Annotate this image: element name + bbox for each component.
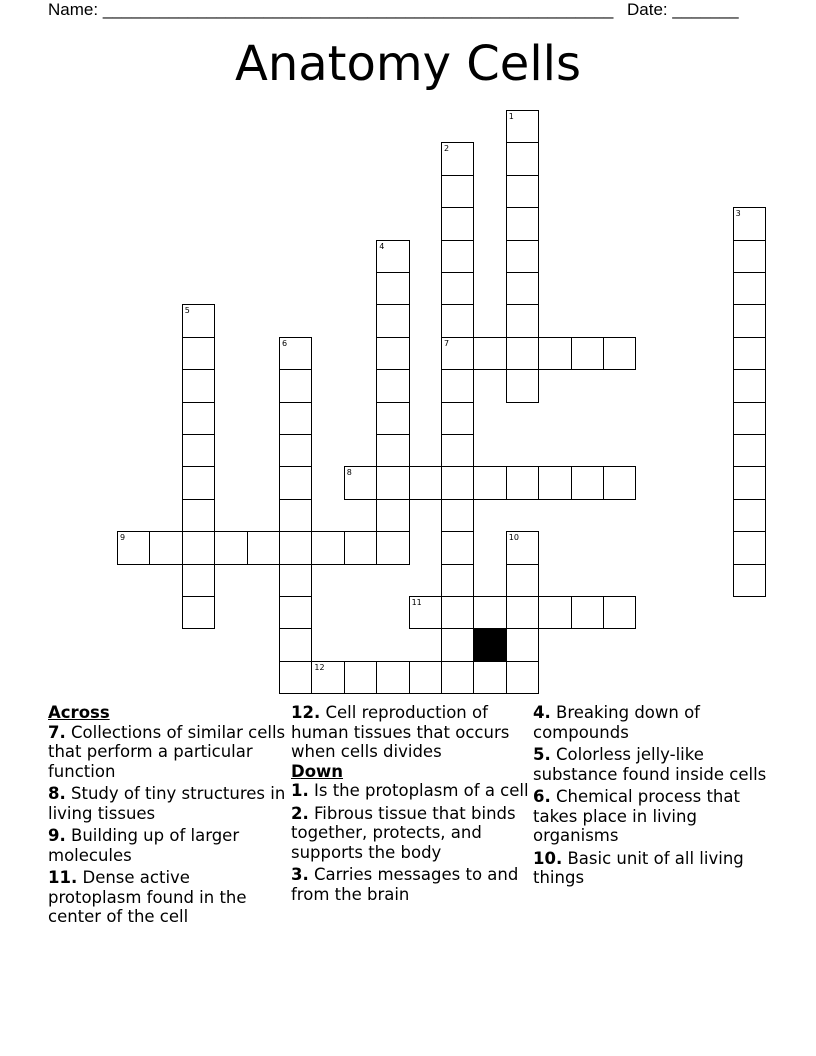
grid-cell[interactable] xyxy=(506,240,539,273)
grid-cell[interactable] xyxy=(441,207,474,240)
name-blank[interactable]: ______________________________________________________ xyxy=(102,0,614,19)
grid-cell[interactable] xyxy=(311,531,344,564)
grid-cell[interactable] xyxy=(409,661,442,694)
grid-cell[interactable] xyxy=(441,272,474,305)
cell-number: 2 xyxy=(444,144,450,154)
clue-text: Chemical process that takes place in living organisms xyxy=(533,787,740,845)
grid-cell[interactable] xyxy=(441,337,474,370)
date-label: Date: xyxy=(627,0,668,19)
grid-cell[interactable] xyxy=(279,499,312,532)
grid-cell[interactable] xyxy=(506,564,539,597)
grid-cell[interactable] xyxy=(506,175,539,208)
grid-block-cell xyxy=(473,628,506,661)
cell-number: 12 xyxy=(314,662,325,672)
grid-cell[interactable] xyxy=(733,272,766,305)
grid-cell[interactable] xyxy=(182,499,215,532)
grid-cell[interactable] xyxy=(376,531,409,564)
grid-cell[interactable] xyxy=(214,531,247,564)
grid-cell[interactable] xyxy=(506,369,539,402)
grid-cell[interactable] xyxy=(733,564,766,597)
clue-down-5 xyxy=(533,745,773,784)
grid-cell[interactable] xyxy=(441,402,474,435)
grid-cell[interactable] xyxy=(733,304,766,337)
grid-cell[interactable] xyxy=(603,466,636,499)
clue-number: 8. xyxy=(48,784,66,803)
grid-cell[interactable] xyxy=(376,337,409,370)
clue-down-10 xyxy=(533,849,773,888)
cell-number: 5 xyxy=(184,306,190,316)
clue-column-2 xyxy=(291,703,531,907)
clue-number: 11. xyxy=(48,868,78,887)
grid-cell[interactable] xyxy=(603,596,636,629)
grid-cell[interactable] xyxy=(344,466,377,499)
grid-cell[interactable] xyxy=(409,466,442,499)
grid-cell[interactable] xyxy=(441,142,474,175)
clue-text: Carries messages to and from the brain xyxy=(291,865,519,904)
clue-across-12 xyxy=(291,703,531,762)
clue-number: 7. xyxy=(48,722,66,742)
grid-cell[interactable] xyxy=(182,402,215,435)
grid-cell[interactable] xyxy=(733,531,766,564)
cell-number: 1 xyxy=(508,112,514,121)
grid-cell[interactable] xyxy=(473,661,506,694)
clue-number: 12. xyxy=(291,703,321,722)
grid-cell[interactable] xyxy=(149,531,182,564)
clue-text: Building up of larger molecules xyxy=(48,826,240,865)
grid-cell[interactable] xyxy=(538,466,571,499)
clue-across-9 xyxy=(48,826,288,865)
grid-cell[interactable] xyxy=(279,434,312,467)
grid-cell[interactable] xyxy=(279,337,312,370)
name-label: Name: xyxy=(48,0,99,19)
grid-cell[interactable] xyxy=(506,304,539,337)
grid-cell[interactable] xyxy=(441,466,474,499)
grid-cell[interactable] xyxy=(733,466,766,499)
grid-cell[interactable] xyxy=(376,240,409,273)
clue-across-11 xyxy=(48,868,288,927)
cell-number: 4 xyxy=(379,241,385,251)
grid-cell[interactable] xyxy=(279,661,312,694)
clue-number: 6. xyxy=(533,787,551,806)
grid-cell[interactable] xyxy=(733,369,766,402)
grid-cell[interactable] xyxy=(441,434,474,467)
grid-cell[interactable] xyxy=(506,142,539,175)
grid-cell[interactable] xyxy=(376,402,409,435)
grid-cell[interactable] xyxy=(376,434,409,467)
grid-cell[interactable] xyxy=(279,628,312,661)
cell-number: 11 xyxy=(411,598,422,607)
clue-number: 4. xyxy=(533,703,551,722)
grid-cell[interactable] xyxy=(376,661,409,694)
clue-down-1 xyxy=(291,781,531,801)
cell-number: 3 xyxy=(735,209,741,219)
grid-cell[interactable] xyxy=(473,337,506,370)
grid-cell[interactable] xyxy=(441,564,474,597)
clue-text: Colorless jelly-like substance found inside cells xyxy=(533,745,767,784)
clue-number: 1. xyxy=(291,781,309,800)
clue-down-6 xyxy=(533,787,773,846)
clue-number: 3. xyxy=(291,865,309,884)
grid-cell[interactable] xyxy=(506,110,539,143)
clue-across-8 xyxy=(48,784,288,823)
grid-cell[interactable] xyxy=(376,304,409,337)
grid-cell[interactable] xyxy=(441,661,474,694)
puzzle-title: Anatomy Cells xyxy=(234,36,581,92)
grid-cell[interactable] xyxy=(441,596,474,629)
grid-cell[interactable] xyxy=(506,596,539,629)
grid-cell[interactable] xyxy=(441,304,474,337)
grid-cell[interactable] xyxy=(182,564,215,597)
date-blank[interactable]: _______ xyxy=(672,0,739,19)
cell-number: 10 xyxy=(508,533,519,543)
grid-cell[interactable] xyxy=(376,272,409,305)
grid-cell[interactable] xyxy=(376,369,409,402)
grid-cell[interactable] xyxy=(182,337,215,370)
grid-cell[interactable] xyxy=(279,402,312,435)
grid-cell[interactable] xyxy=(571,596,604,629)
grid-cell[interactable] xyxy=(506,466,539,499)
grid-cell[interactable] xyxy=(571,337,604,370)
grid-cell[interactable] xyxy=(506,272,539,305)
grid-cell[interactable] xyxy=(603,337,636,370)
grid-cell[interactable] xyxy=(279,531,312,564)
grid-cell[interactable] xyxy=(311,661,344,694)
grid-cell[interactable] xyxy=(182,369,215,402)
grid-cell[interactable] xyxy=(506,337,539,370)
clue-number: 9. xyxy=(48,826,66,845)
grid-cell[interactable] xyxy=(441,499,474,532)
grid-cell[interactable] xyxy=(182,304,215,337)
cell-number: 9 xyxy=(120,533,126,543)
grid-cell[interactable] xyxy=(733,337,766,370)
clue-down-2 xyxy=(291,804,531,863)
grid-cell[interactable] xyxy=(733,402,766,435)
grid-cell[interactable] xyxy=(441,240,474,273)
clue-text: Breaking down of compounds xyxy=(533,703,700,742)
clue-text: Study of tiny structures in living tissues xyxy=(48,784,286,823)
grid-cell[interactable] xyxy=(117,531,150,564)
across-heading: Across xyxy=(48,703,110,722)
grid-cell[interactable] xyxy=(279,564,312,597)
grid-cell[interactable] xyxy=(279,596,312,629)
grid-cell[interactable] xyxy=(441,175,474,208)
grid-cell[interactable] xyxy=(506,207,539,240)
grid-cell[interactable] xyxy=(279,466,312,499)
down-heading: Down xyxy=(291,761,344,781)
grid-cell[interactable] xyxy=(506,661,539,694)
grid-cell[interactable] xyxy=(473,596,506,629)
grid-cell[interactable] xyxy=(571,466,604,499)
grid-cell[interactable] xyxy=(376,466,409,499)
grid-cell[interactable] xyxy=(733,499,766,532)
grid-cell[interactable] xyxy=(473,466,506,499)
grid-cell[interactable] xyxy=(182,596,215,629)
clue-number: 5. xyxy=(533,745,551,764)
grid-cell[interactable] xyxy=(441,628,474,661)
grid-cell[interactable] xyxy=(506,531,539,564)
grid-cell[interactable] xyxy=(538,596,571,629)
grid-cell[interactable] xyxy=(409,596,442,629)
grid-cell[interactable] xyxy=(441,531,474,564)
grid-cell[interactable] xyxy=(344,661,377,694)
clue-across-7 xyxy=(48,723,288,782)
grid-cell[interactable] xyxy=(182,531,215,564)
clue-column-3 xyxy=(533,703,773,891)
grid-cell[interactable] xyxy=(182,466,215,499)
clue-down-4 xyxy=(533,703,773,742)
clue-text: Is the protoplasm of a cell xyxy=(314,781,529,800)
clue-text: Fibrous tissue that binds together, protects, and supports the body xyxy=(291,803,516,862)
grid-cell[interactable] xyxy=(247,531,280,564)
grid-cell[interactable] xyxy=(376,499,409,532)
clue-down-3 xyxy=(291,865,531,904)
clue-column-1 xyxy=(48,703,288,930)
grid-cell[interactable] xyxy=(344,531,377,564)
grid-cell[interactable] xyxy=(538,337,571,370)
cell-number: 8 xyxy=(346,468,352,478)
clue-text: Cell reproduction of human tissues that occurs when cells divides xyxy=(291,703,510,761)
clue-text: Dense active protoplasm found in the center of the cell xyxy=(48,868,247,926)
cell-number: 6 xyxy=(282,338,288,348)
grid-cell[interactable] xyxy=(733,434,766,467)
grid-cell[interactable] xyxy=(441,369,474,402)
grid-cell[interactable] xyxy=(182,434,215,467)
grid-cell[interactable] xyxy=(733,207,766,240)
clue-number: 2. xyxy=(291,803,309,823)
clue-text: Collections of similar cells that perform a particular function xyxy=(48,722,286,781)
grid-cell[interactable] xyxy=(506,628,539,661)
clue-number: 10. xyxy=(533,848,563,868)
grid-cell[interactable] xyxy=(733,240,766,273)
clue-text: Basic unit of all living things xyxy=(533,848,744,887)
grid-cell[interactable] xyxy=(279,369,312,402)
cell-number: 7 xyxy=(444,338,450,348)
